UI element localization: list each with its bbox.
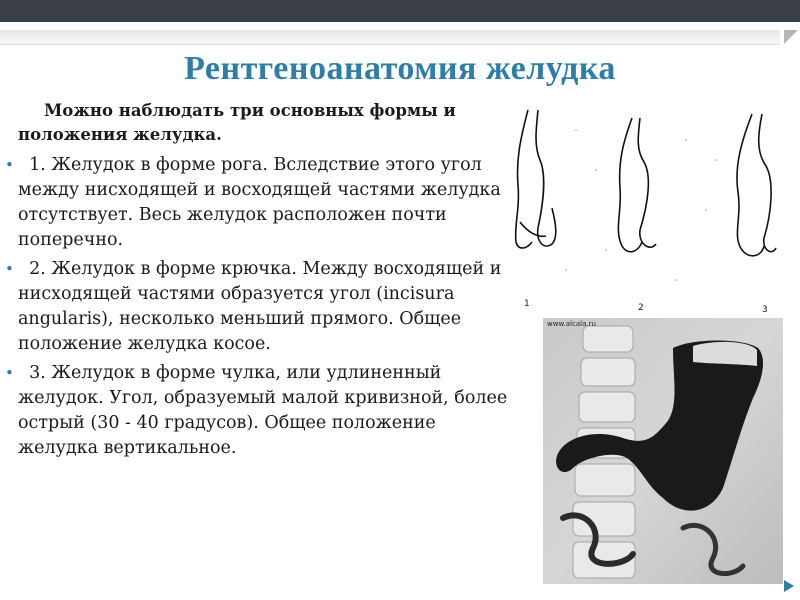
next-slide-icon (784, 580, 794, 592)
slide-body (5, 99, 518, 465)
list-item-text: 2. Желудок в форме крючка. Между восходящей и нисходящей частями образуется угол (incisura angularis), несколько меньший прямого. Общее положение желудка косое. (18, 259, 502, 354)
list-item-text: 1. Желудок в форме рога. Вследствие этого угол между нисходящей и восходящей частями желудка отсутствует. Весь желудок расположен почти поперечно. (18, 155, 501, 250)
stomach-forms-list (5, 153, 518, 461)
top-bar (0, 0, 800, 22)
bullet-icon: • (5, 260, 14, 278)
list-item (5, 361, 518, 461)
figure-label-1: 1 (524, 299, 530, 309)
xray-watermark: www.alcala.ru (547, 320, 596, 328)
bullet-icon: • (5, 156, 14, 174)
bullet-icon: • (5, 364, 14, 382)
list-item-text: 3. Желудок в форме чулка, или удлиненный желудок. Угол, образуемый малой кривизной, более острый (30 - 40 градусов). Общее положение желудка вертикальное. (18, 363, 508, 458)
figure-label-3: 3 (762, 305, 768, 315)
intro-text (18, 99, 518, 147)
list-item (5, 257, 518, 357)
list-item (5, 153, 518, 253)
slide-title: Рентгеноанатомия желудка (184, 50, 616, 87)
xray-image (543, 318, 783, 584)
header-stripe (0, 30, 780, 45)
intro-label: Можно наблюдать три основных формы и положения желудка. (18, 101, 456, 144)
figure-label-2: 2 (638, 303, 644, 313)
stomach-shapes-figure (506, 100, 782, 318)
corner-decoration (784, 30, 798, 44)
